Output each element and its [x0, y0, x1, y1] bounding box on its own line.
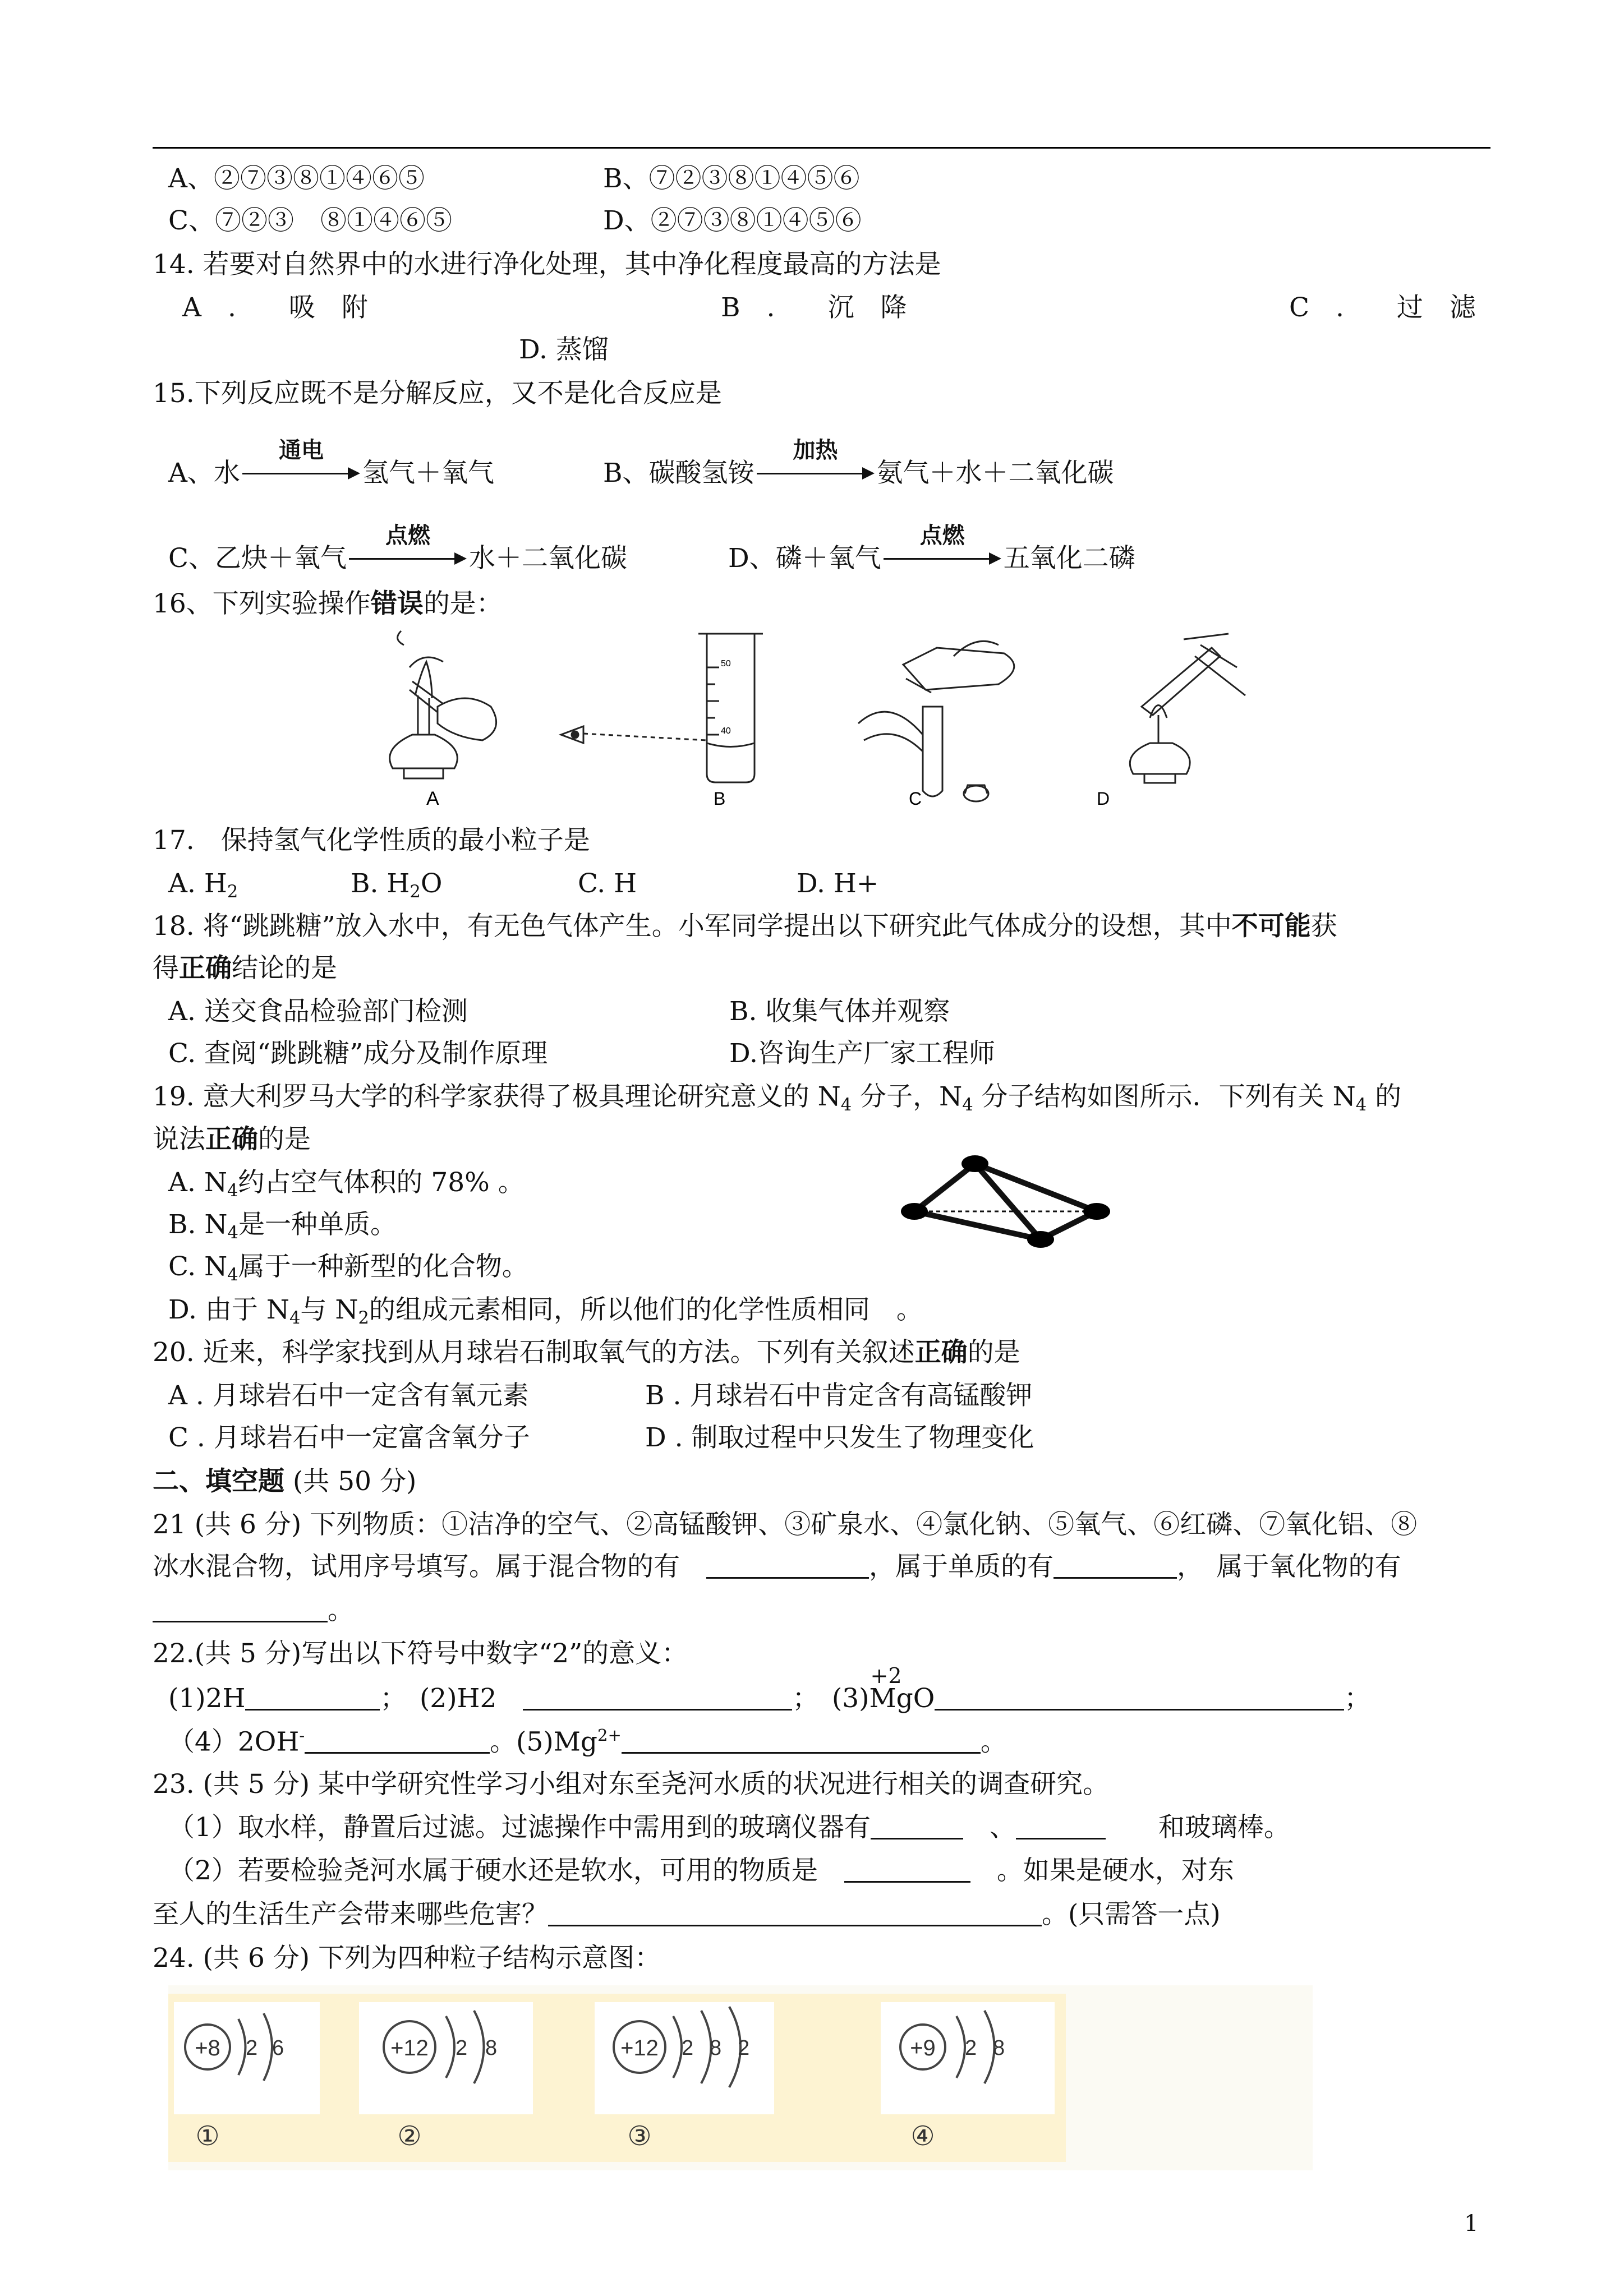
answer-blank[interactable] [622, 1730, 981, 1754]
figure-label-c: C [909, 789, 922, 808]
q21-line2: 冰水混合物，试用序号填写。属于混合物的有 ，属于单质的有 ， 属于氧化物的有 [153, 1551, 1401, 1582]
svg-text:8: 8 [485, 2036, 498, 2060]
q18-option-d: D.咨询生产厂家工程师 [729, 1038, 995, 1069]
atom-dot [1083, 1203, 1110, 1220]
q14-option-c: C . 过 滤 [1289, 292, 1476, 323]
q18-stem-line1: 18. 将“跳跳糖”放入水中，有无色气体产生。小军同学提出以下研究此气体成分的设想，其中不可能获 [153, 911, 1337, 942]
svg-text:+9: +9 [910, 2036, 936, 2060]
answer-blank[interactable] [245, 1686, 380, 1711]
q17-stem: 17. 保持氢气化学性质的最小粒子是 [153, 825, 590, 856]
q17-option-a: A. $H_2$ [168, 868, 238, 902]
q23-part3: 至人的生活生产会带来哪些危害？ 。(只需答一点) [153, 1899, 1221, 1930]
q19-stem-line1: 19. 意大利罗马大学的科学家获得了极具理论研究意义的 $N_4$ 分子，$N_4$ 分子结构如图所示．下列有关 $N_4$ 的 [153, 1081, 1402, 1115]
answer-blank[interactable] [305, 1730, 490, 1754]
q14-option-a: A . 吸 附 [182, 292, 368, 323]
answer-blank[interactable] [871, 1815, 963, 1839]
q18-stem-line2: 得正确结论的是 [153, 953, 337, 984]
q20-option-b: B . 月球岩石中肯定含有高锰酸钾 [645, 1380, 1033, 1411]
q18-option-c: C. 查阅“跳跳糖”成分及制作原理 [168, 1038, 548, 1069]
pouring-liquid-icon [858, 641, 1014, 801]
svg-text:2: 2 [965, 2036, 977, 2060]
q19-stem-line2: 说法正确的是 [153, 1124, 311, 1155]
cylinder-mark-40: 40 [721, 726, 731, 736]
svg-text:2: 2 [738, 2036, 750, 2060]
page-number: 1 [1464, 2211, 1479, 2237]
q19-option-d: D. 由于 $N_4$与 $N_2$的组成元素相同，所以他们的化学性质相同 。 [168, 1294, 923, 1329]
q22-stem: 22.(共 5 分)写出以下符号中数字“2”的意义： [153, 1638, 688, 1669]
svg-text:6: 6 [272, 2036, 284, 2060]
atom-dot [1027, 1231, 1054, 1248]
arrow-icon: 点燃 [349, 547, 467, 569]
q23-stem: 23. (共 5 分) 某中学研究性学习小组对东至尧河水质的状况进行相关的调查研究。 [153, 1769, 1110, 1800]
q13-option-d: D、②⑦③⑧①④⑤⑥ [603, 205, 862, 236]
header-rule [153, 147, 1490, 149]
q21-line1: 21 (共 6 分) 下列物质：①洁净的空气、②高锰酸钾、③矿泉水、④氯化钠、⑤氧气、⑥红磷、⑦氧化铝、⑧ [153, 1509, 1418, 1540]
q21-line3: 。 [153, 1597, 354, 1624]
q23-part1: （1）取水样，静置后过滤。过滤操作中需用到的玻璃仪器有 、 和玻璃棒。 [168, 1812, 1290, 1843]
q19-option-c: C. $N_4$属于一种新型的化合物。 [168, 1251, 528, 1285]
q14-option-b: B . 沉 降 [721, 292, 907, 323]
q13-option-c: C、⑦②③ ⑧①④⑥⑤ [168, 205, 452, 236]
q13-option-b: B、⑦②③⑧①④⑤⑥ [603, 163, 860, 194]
diagram-label: ④ [910, 2122, 935, 2151]
section-heading: 二、填空题 (共 50 分) [153, 1466, 417, 1497]
alcohol-lamp-icon [390, 631, 496, 778]
q23-part2: （2）若要检验尧河水属于硬水还是软水，可用的物质是 。如果是硬水，对东 [168, 1855, 1234, 1886]
q19-option-b: B. $N_4$是一种单质。 [168, 1209, 397, 1243]
figure-label-d: D [1097, 789, 1110, 808]
q17-option-c: C. H [578, 868, 637, 899]
n4-molecule-diagram [898, 1150, 1139, 1262]
atom-dot [901, 1203, 928, 1220]
q15-option-b: B、碳酸氢铵 加热 氨气＋水＋二氧化碳 [603, 437, 1114, 488]
q14-stem: 14. 若要对自然界中的水进行净化处理，其中净化程度最高的方法是 [153, 249, 941, 280]
atom-dot [961, 1155, 988, 1172]
svg-text:8: 8 [710, 2036, 722, 2060]
q18-option-a: A. 送交食品检验部门检测 [168, 996, 468, 1027]
answer-blank[interactable] [1053, 1555, 1177, 1579]
answer-blank[interactable] [153, 1598, 328, 1622]
q17-option-b: B. $H_2O$ [351, 868, 443, 902]
q24-stem: 24. (共 6 分) 下列为四种粒子结构示意图： [153, 1943, 661, 1974]
answer-blank[interactable] [706, 1555, 869, 1579]
q20-stem: 20. 近来，科学家找到从月球岩石制取氧气的方法。下列有关叙述正确的是 [153, 1337, 1020, 1368]
q20-option-d: D . 制取过程中只发生了物理变化 [645, 1422, 1034, 1453]
q22-items-row1: (1)2H ； (2)H2 ； (3) +2 MgO ； [168, 1663, 1371, 1714]
svg-text:8: 8 [993, 2036, 1005, 2060]
q15-stem: 15.下列反应既不是分解反应，又不是化合反应是 [153, 378, 722, 409]
q19-option-a: A. $N_4$约占空气体积的 78% 。 [168, 1167, 525, 1201]
heating-test-tube-icon [1130, 634, 1245, 783]
svg-text:+12: +12 [390, 2036, 429, 2060]
q22-items-row2: （4）2OH- 。$(5)Mg^{2+}$ 。 [168, 1726, 1007, 1758]
q15-option-c: C、乙炔＋氧气 点燃 水＋二氧化碳 [168, 522, 627, 574]
answer-blank[interactable] [1016, 1815, 1106, 1839]
q14-option-d: D. 蒸馏 [519, 334, 609, 365]
arrow-icon: 加热 [757, 462, 875, 484]
q16-stem: 16、下列实验操作错误的是： [153, 588, 503, 619]
svg-text:2: 2 [456, 2036, 468, 2060]
diagram-label: ① [195, 2122, 220, 2151]
cylinder-mark-50: 50 [721, 659, 731, 668]
answer-blank[interactable] [935, 1686, 1344, 1711]
arrow-icon: 点燃 [884, 547, 1001, 569]
q13-option-a: A、②⑦③⑧①④⑥⑤ [168, 163, 425, 194]
q18-option-b: B. 收集气体并观察 [729, 996, 950, 1027]
diagram-label: ② [397, 2122, 422, 2151]
answer-blank[interactable] [523, 1686, 792, 1711]
answer-blank[interactable] [548, 1902, 1042, 1926]
answer-blank[interactable] [844, 1859, 970, 1883]
svg-text:+8: +8 [195, 2036, 220, 2060]
lab-operations-figure [370, 628, 1251, 808]
q20-option-a: A . 月球岩石中一定含有氧元素 [168, 1380, 529, 1411]
q15-option-d: D、磷＋氧气 点燃 五氧化二磷 [728, 522, 1135, 574]
arrow-icon: 通电 [242, 462, 360, 484]
q15-option-a: A、水 通电 氢气＋氧气 [168, 437, 494, 488]
measuring-cylinder-icon [561, 634, 763, 782]
figure-label-b: B [714, 789, 726, 808]
svg-text:2: 2 [682, 2036, 694, 2060]
q17-option-d: D. H+ [797, 868, 879, 899]
diagram-label: ③ [627, 2122, 652, 2151]
atomic-structure-diagrams [168, 1985, 1313, 2170]
svg-text:+12: +12 [620, 2036, 659, 2060]
figure-label-a: A [426, 788, 439, 808]
q20-option-c: C . 月球岩石中一定富含氧分子 [168, 1422, 530, 1453]
svg-text:2: 2 [246, 2036, 258, 2060]
